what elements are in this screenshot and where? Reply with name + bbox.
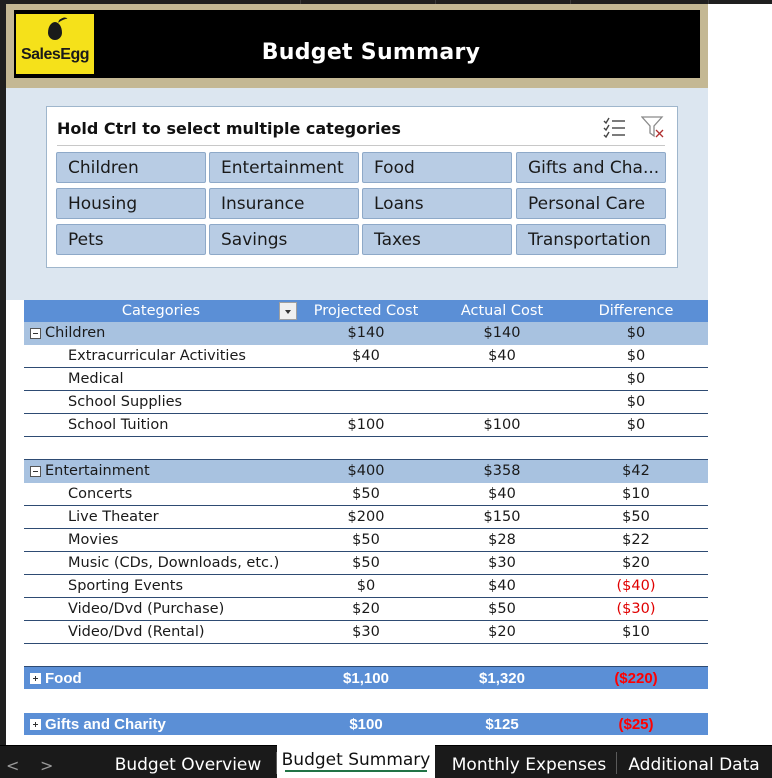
header-categories: Categories <box>121 303 201 319</box>
cell-difference: ($30) <box>616 601 656 617</box>
row-label: Children <box>45 325 106 341</box>
cell-difference: $0 <box>626 325 646 341</box>
sheet-tab-bar <box>0 745 772 778</box>
cell-difference: $50 <box>622 509 650 525</box>
cell-difference: $0 <box>626 394 646 410</box>
table-row <box>24 621 708 644</box>
row-label: Sporting Events <box>68 578 184 594</box>
row-label: Medical <box>68 371 124 387</box>
clear-filter-icon[interactable] <box>641 115 665 139</box>
row-label: Entertainment <box>45 463 150 479</box>
header-difference: Difference <box>598 303 674 319</box>
tab-label: Monthly Expenses <box>451 755 607 775</box>
slicer-item-children[interactable]: Children <box>56 152 206 183</box>
slicer-item-insurance[interactable]: Insurance <box>209 188 359 219</box>
scroll-tabs-left-icon[interactable]: < <box>6 756 20 775</box>
table-group-row[interactable] <box>24 667 708 689</box>
row-label: Food <box>45 670 82 687</box>
collapse-icon[interactable] <box>30 328 41 339</box>
row-label: Music (CDs, Downloads, etc.) <box>68 555 280 571</box>
cell-projected: $1,100 <box>343 670 389 687</box>
slicer-item-food[interactable]: Food <box>362 152 512 183</box>
expand-icon[interactable] <box>30 719 41 730</box>
tab-label: Additional Data <box>628 755 760 775</box>
sheet-right-area[interactable] <box>708 4 772 745</box>
row-label: School Tuition <box>68 417 169 433</box>
cell-actual: $20 <box>488 624 516 640</box>
slicer-item-housing[interactable]: Housing <box>56 188 206 219</box>
row-label: Live Theater <box>68 509 159 525</box>
cell-projected: $100 <box>349 716 383 733</box>
cell-difference: ($40) <box>616 578 656 594</box>
table-row <box>24 345 708 368</box>
cell-difference: $10 <box>622 624 650 640</box>
salesegg-logo <box>16 14 94 74</box>
cell-actual: $40 <box>488 348 516 364</box>
sprout-icon <box>57 16 69 26</box>
active-tab-underline <box>285 770 427 772</box>
table-row <box>24 575 708 598</box>
table-row <box>24 552 708 575</box>
filter-dropdown-button[interactable] <box>279 302 297 320</box>
table-group-row[interactable] <box>24 460 708 483</box>
cell-actual: $150 <box>483 509 521 525</box>
logo-text: SalesEgg <box>20 46 90 63</box>
cell-actual: $358 <box>483 463 521 479</box>
table-row <box>24 368 708 391</box>
cell-projected: $200 <box>347 509 385 525</box>
table-row <box>24 506 708 529</box>
collapse-icon[interactable] <box>30 466 41 477</box>
tab-budget-summary[interactable] <box>277 744 435 778</box>
tab-additional-data[interactable] <box>624 746 764 778</box>
table-row <box>24 598 708 621</box>
category-slicer[interactable] <box>46 106 678 268</box>
cell-actual: $1,320 <box>479 670 525 687</box>
multi-select-icon[interactable] <box>603 117 627 139</box>
row-label: Gifts and Charity <box>45 716 166 733</box>
header-projected-cost: Projected Cost <box>313 303 419 319</box>
cell-projected: $140 <box>347 325 385 341</box>
cell-projected: $50 <box>352 532 380 548</box>
table-row <box>24 644 708 667</box>
header-actual-cost: Actual Cost <box>460 303 544 319</box>
row-label: School Supplies <box>68 394 183 410</box>
header-banner <box>14 10 700 78</box>
cell-difference: ($25) <box>618 716 654 733</box>
slicer-item-loans[interactable]: Loans <box>362 188 512 219</box>
table-header <box>24 300 708 322</box>
tab-separator <box>616 752 617 774</box>
cell-difference: $0 <box>626 371 646 387</box>
scroll-tabs-right-icon[interactable]: > <box>40 756 54 775</box>
row-label: Movies <box>68 532 119 548</box>
cell-actual: $40 <box>488 578 516 594</box>
slicer-item-transportation[interactable]: Transportation <box>516 224 666 255</box>
table-row <box>24 483 708 506</box>
tab-monthly-expenses[interactable] <box>447 746 611 778</box>
cell-difference: $10 <box>622 486 650 502</box>
cell-actual: $28 <box>488 532 516 548</box>
cell-projected: $400 <box>347 463 385 479</box>
table-row <box>24 529 708 552</box>
cell-difference: $0 <box>626 348 646 364</box>
chevron-down-icon <box>285 310 291 314</box>
table-row <box>24 391 708 414</box>
page-title: Budget Summary <box>261 40 481 65</box>
cell-difference: ($220) <box>614 670 658 687</box>
cell-difference: $20 <box>622 555 650 571</box>
tab-label: Budget Overview <box>114 755 262 775</box>
table-group-row[interactable] <box>24 713 708 735</box>
cell-actual: $50 <box>488 601 516 617</box>
expand-icon[interactable] <box>30 673 41 684</box>
row-label: Video/Dvd (Purchase) <box>68 601 225 617</box>
table-group-row[interactable] <box>24 322 708 345</box>
cell-actual: $125 <box>485 716 519 733</box>
cell-projected: $100 <box>347 417 385 433</box>
row-label: Extracurricular Activities <box>68 348 246 364</box>
cell-difference: $22 <box>622 532 650 548</box>
tab-label: Budget Summary <box>281 750 431 770</box>
cell-actual: $30 <box>488 555 516 571</box>
slicer-divider <box>57 145 665 146</box>
cell-actual: $140 <box>483 325 521 341</box>
cell-projected: $0 <box>356 578 376 594</box>
slicer-item-pets[interactable]: Pets <box>56 224 206 255</box>
table-row <box>24 437 708 460</box>
cell-projected: $30 <box>352 624 380 640</box>
slicer-item-savings[interactable]: Savings <box>209 224 359 255</box>
slicer-title: Hold Ctrl to select multiple categories <box>57 119 401 138</box>
tab-budget-overview[interactable] <box>112 746 264 778</box>
cell-projected: $50 <box>352 555 380 571</box>
slicer-item-taxes[interactable]: Taxes <box>362 224 512 255</box>
row-label: Video/Dvd (Rental) <box>68 624 205 640</box>
table-row <box>24 414 708 437</box>
cell-projected: $40 <box>352 348 380 364</box>
cell-difference: $42 <box>622 463 650 479</box>
slicer-item-gifts-and-charity[interactable]: Gifts and Cha... <box>516 152 666 183</box>
cell-projected: $50 <box>352 486 380 502</box>
cell-difference: $0 <box>626 417 646 433</box>
cell-actual: $100 <box>483 417 521 433</box>
row-label: Concerts <box>68 486 133 502</box>
cell-projected: $20 <box>352 601 380 617</box>
cell-actual: $40 <box>488 486 516 502</box>
slicer-item-entertainment[interactable]: Entertainment <box>209 152 359 183</box>
slicer-item-personal-care[interactable]: Personal Care <box>516 188 666 219</box>
